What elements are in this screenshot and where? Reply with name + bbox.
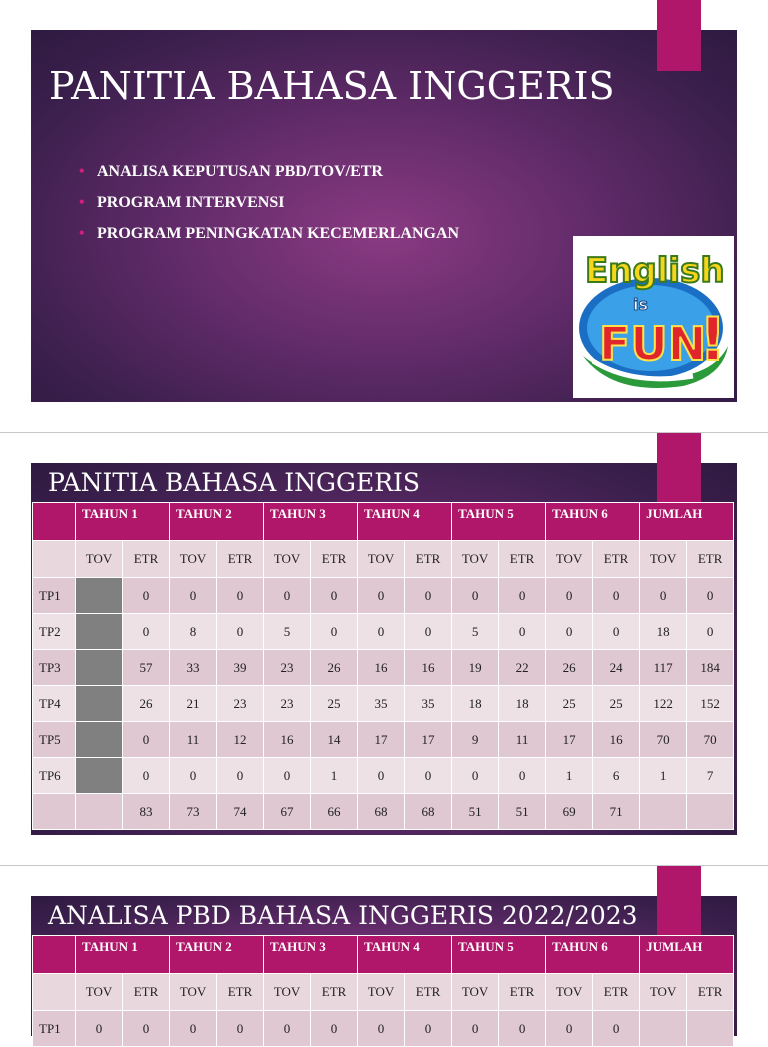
table-cell: 0 — [499, 758, 546, 794]
column-subheader: ETR — [123, 974, 170, 1011]
column-subheader: TOV — [264, 974, 311, 1011]
row-label: TP2 — [33, 614, 76, 650]
table-cell: 14 — [311, 722, 358, 758]
table-header-row — [33, 503, 734, 541]
column-subheader: TOV — [358, 541, 405, 578]
table-cell: 19 — [452, 650, 499, 686]
bullet-text: PROGRAM PENINGKATAN KECEMERLANGAN — [97, 225, 460, 242]
table-cell: 9 — [452, 722, 499, 758]
column-group-header: TAHUN 1 — [76, 936, 170, 974]
table-row — [33, 650, 734, 686]
column-subheader: TOV — [170, 541, 217, 578]
table-cell: 0 — [217, 614, 264, 650]
table-subheader-row — [33, 974, 734, 1011]
column-subheader: ETR — [311, 541, 358, 578]
slide-3-accent-bar — [657, 866, 701, 937]
table-cell: 74 — [217, 794, 264, 830]
table-cell: 0 — [311, 614, 358, 650]
table-cell: 22 — [499, 650, 546, 686]
table-cell: 23 — [264, 686, 311, 722]
column-subheader: TOV — [640, 974, 687, 1011]
table-cell: 122 — [640, 686, 687, 722]
table-cell: 0 — [358, 1011, 405, 1047]
table-cell: 0 — [170, 758, 217, 794]
table-cell: 0 — [358, 614, 405, 650]
table-cell: 68 — [358, 794, 405, 830]
table-cell: 0 — [217, 758, 264, 794]
column-group-header: JUMLAH — [640, 503, 734, 541]
table-row — [33, 578, 734, 614]
column-group-header: TAHUN 5 — [452, 936, 546, 974]
table-cell — [640, 794, 687, 830]
slide-3-title: ANALISA PBD BAHASA INGGERIS 2022/2023 — [48, 901, 638, 930]
column-subheader: ETR — [217, 974, 264, 1011]
pbd-analysis-table — [32, 935, 734, 1047]
column-group-header: TAHUN 1 — [76, 503, 170, 541]
table-cell: 25 — [311, 686, 358, 722]
row-label: TP5 — [33, 722, 76, 758]
table-cell: 0 — [546, 1011, 593, 1047]
svg-text:FUN: FUN — [599, 317, 707, 371]
table-row — [33, 758, 734, 794]
table-cell: 18 — [640, 614, 687, 650]
table-cell: 67 — [264, 794, 311, 830]
table-cell: 26 — [546, 650, 593, 686]
table-cell: 0 — [593, 614, 640, 650]
column-subheader: TOV — [264, 541, 311, 578]
table-cell — [76, 794, 123, 830]
bullet-item — [79, 192, 459, 223]
bullet-text: PROGRAM INTERVENSI — [97, 194, 285, 211]
table-row — [33, 794, 734, 830]
table-cell: 0 — [264, 578, 311, 614]
header-corner-cell — [33, 936, 76, 974]
greyed-cell — [76, 686, 123, 722]
column-subheader: TOV — [452, 974, 499, 1011]
table-row — [33, 722, 734, 758]
table-row — [33, 614, 734, 650]
table-cell: 25 — [546, 686, 593, 722]
table-cell: 21 — [170, 686, 217, 722]
greyed-cell — [76, 614, 123, 650]
column-group-header: TAHUN 2 — [170, 936, 264, 974]
table-subheader-row — [33, 541, 734, 578]
table-cell: 0 — [593, 578, 640, 614]
column-subheader: ETR — [217, 541, 264, 578]
table-cell: 51 — [452, 794, 499, 830]
table-cell: 26 — [311, 650, 358, 686]
table-row — [33, 686, 734, 722]
column-group-header: TAHUN 5 — [452, 503, 546, 541]
table-cell: 35 — [358, 686, 405, 722]
table-cell: 16 — [405, 650, 452, 686]
table-cell: 0 — [499, 578, 546, 614]
column-subheader: ETR — [687, 974, 734, 1011]
table-cell: 0 — [687, 578, 734, 614]
column-group-header: TAHUN 6 — [546, 503, 640, 541]
row-label: TP1 — [33, 1011, 76, 1047]
row-label: TP1 — [33, 578, 76, 614]
column-subheader: ETR — [123, 541, 170, 578]
column-group-header: TAHUN 3 — [264, 936, 358, 974]
table-cell: 0 — [170, 578, 217, 614]
table-cell: 0 — [452, 578, 499, 614]
table-cell: 8 — [170, 614, 217, 650]
table-cell: 51 — [499, 794, 546, 830]
table-cell: 66 — [311, 794, 358, 830]
table-cell: 16 — [264, 722, 311, 758]
row-label — [33, 794, 76, 830]
column-subheader: ETR — [499, 541, 546, 578]
column-subheader: TOV — [640, 541, 687, 578]
table-cell: 24 — [593, 650, 640, 686]
column-group-header: TAHUN 2 — [170, 503, 264, 541]
table-cell: 0 — [123, 614, 170, 650]
table-cell: 16 — [593, 722, 640, 758]
english-is-fun-logo — [573, 236, 734, 398]
table-cell: 0 — [405, 614, 452, 650]
table-cell: 23 — [217, 686, 264, 722]
svg-text:!: ! — [699, 305, 727, 375]
table-cell: 0 — [405, 1011, 452, 1047]
table-cell: 71 — [593, 794, 640, 830]
subheader-corner-cell — [33, 974, 76, 1011]
bullet-dot-icon: • — [79, 163, 85, 180]
table-cell: 0 — [452, 1011, 499, 1047]
table-cell: 0 — [123, 578, 170, 614]
table-cell: 0 — [546, 614, 593, 650]
table-cell: 0 — [217, 578, 264, 614]
table-cell: 0 — [358, 758, 405, 794]
table-cell: 25 — [593, 686, 640, 722]
bullet-dot-icon: • — [79, 194, 85, 211]
row-label: TP3 — [33, 650, 76, 686]
table-cell: 0 — [499, 614, 546, 650]
column-subheader: ETR — [593, 974, 640, 1011]
table-cell: 0 — [546, 578, 593, 614]
table-cell: 0 — [499, 1011, 546, 1047]
bullet-item — [79, 223, 459, 254]
column-subheader: ETR — [499, 974, 546, 1011]
table-cell — [687, 794, 734, 830]
column-subheader: ETR — [405, 541, 452, 578]
slide-2-title: PANITIA BAHASA INGGERIS — [48, 468, 421, 497]
slide-1-title: PANITIA BAHASA INGGERIS — [49, 64, 615, 108]
column-subheader: TOV — [546, 541, 593, 578]
table-header-row — [33, 936, 734, 974]
table-cell: 7 — [687, 758, 734, 794]
column-subheader: TOV — [452, 541, 499, 578]
slide-1-accent-bar — [657, 0, 701, 71]
subheader-corner-cell — [33, 541, 76, 578]
table-cell: 69 — [546, 794, 593, 830]
table-cell: 6 — [593, 758, 640, 794]
table-cell: 0 — [123, 1011, 170, 1047]
table-cell: 35 — [405, 686, 452, 722]
bullet-dot-icon: • — [79, 225, 85, 242]
table-cell: 23 — [264, 650, 311, 686]
column-subheader: TOV — [76, 974, 123, 1011]
row-label: TP6 — [33, 758, 76, 794]
table-cell: 17 — [405, 722, 452, 758]
table-cell: 1 — [546, 758, 593, 794]
table-cell: 0 — [264, 1011, 311, 1047]
table-cell: 0 — [123, 758, 170, 794]
slide-separator — [0, 865, 768, 866]
english-is-fun-icon — [573, 236, 734, 398]
table-cell: 0 — [217, 1011, 264, 1047]
table-cell: 1 — [311, 758, 358, 794]
table-cell: 5 — [452, 614, 499, 650]
table-cell: 68 — [405, 794, 452, 830]
column-group-header: TAHUN 4 — [358, 503, 452, 541]
bullet-text: ANALISA KEPUTUSAN PBD/TOV/ETR — [97, 163, 383, 180]
table-cell: 17 — [546, 722, 593, 758]
table-cell — [687, 1011, 734, 1047]
table-row — [33, 1011, 734, 1047]
table-cell: 184 — [687, 650, 734, 686]
table-cell: 152 — [687, 686, 734, 722]
table-cell: 0 — [264, 758, 311, 794]
bullet-item — [79, 161, 459, 192]
greyed-cell — [76, 650, 123, 686]
slide-1-bullets — [79, 161, 459, 254]
column-subheader: ETR — [687, 541, 734, 578]
table-cell: 70 — [640, 722, 687, 758]
table-cell: 11 — [170, 722, 217, 758]
table-cell: 17 — [358, 722, 405, 758]
row-label: TP4 — [33, 686, 76, 722]
table-cell: 0 — [452, 758, 499, 794]
table-cell: 0 — [170, 1011, 217, 1047]
column-subheader: ETR — [593, 541, 640, 578]
svg-text:is: is — [633, 295, 649, 314]
column-group-header: JUMLAH — [640, 936, 734, 974]
slide-separator — [0, 432, 768, 433]
table-cell: 0 — [311, 1011, 358, 1047]
column-group-header: TAHUN 3 — [264, 503, 358, 541]
table-cell: 1 — [640, 758, 687, 794]
column-subheader: TOV — [76, 541, 123, 578]
table-cell: 0 — [640, 578, 687, 614]
svg-text:English: English — [585, 251, 725, 291]
table-cell: 0 — [687, 614, 734, 650]
table-cell: 0 — [123, 722, 170, 758]
column-subheader: ETR — [405, 974, 452, 1011]
table-cell: 0 — [358, 578, 405, 614]
table-cell: 33 — [170, 650, 217, 686]
slide-2-accent-bar — [657, 433, 701, 504]
table-cell: 39 — [217, 650, 264, 686]
greyed-cell — [76, 722, 123, 758]
table-cell: 18 — [452, 686, 499, 722]
column-subheader: TOV — [170, 974, 217, 1011]
table-cell: 5 — [264, 614, 311, 650]
table-cell: 0 — [311, 578, 358, 614]
column-subheader: ETR — [311, 974, 358, 1011]
table-cell: 73 — [170, 794, 217, 830]
table-cell — [640, 1011, 687, 1047]
table-cell: 70 — [687, 722, 734, 758]
table-cell: 57 — [123, 650, 170, 686]
column-group-header: TAHUN 4 — [358, 936, 452, 974]
table-cell: 11 — [499, 722, 546, 758]
column-group-header: TAHUN 6 — [546, 936, 640, 974]
table-cell: 12 — [217, 722, 264, 758]
greyed-cell — [76, 578, 123, 614]
table-cell: 0 — [593, 1011, 640, 1047]
pbd-results-table — [32, 502, 734, 830]
table-cell: 16 — [358, 650, 405, 686]
table-cell: 117 — [640, 650, 687, 686]
greyed-cell — [76, 758, 123, 794]
table-cell: 18 — [499, 686, 546, 722]
header-corner-cell — [33, 503, 76, 541]
table-cell: 26 — [123, 686, 170, 722]
table-cell: 83 — [123, 794, 170, 830]
table-cell: 0 — [76, 1011, 123, 1047]
table-cell: 0 — [405, 578, 452, 614]
column-subheader: TOV — [546, 974, 593, 1011]
table-cell: 0 — [405, 758, 452, 794]
column-subheader: TOV — [358, 974, 405, 1011]
